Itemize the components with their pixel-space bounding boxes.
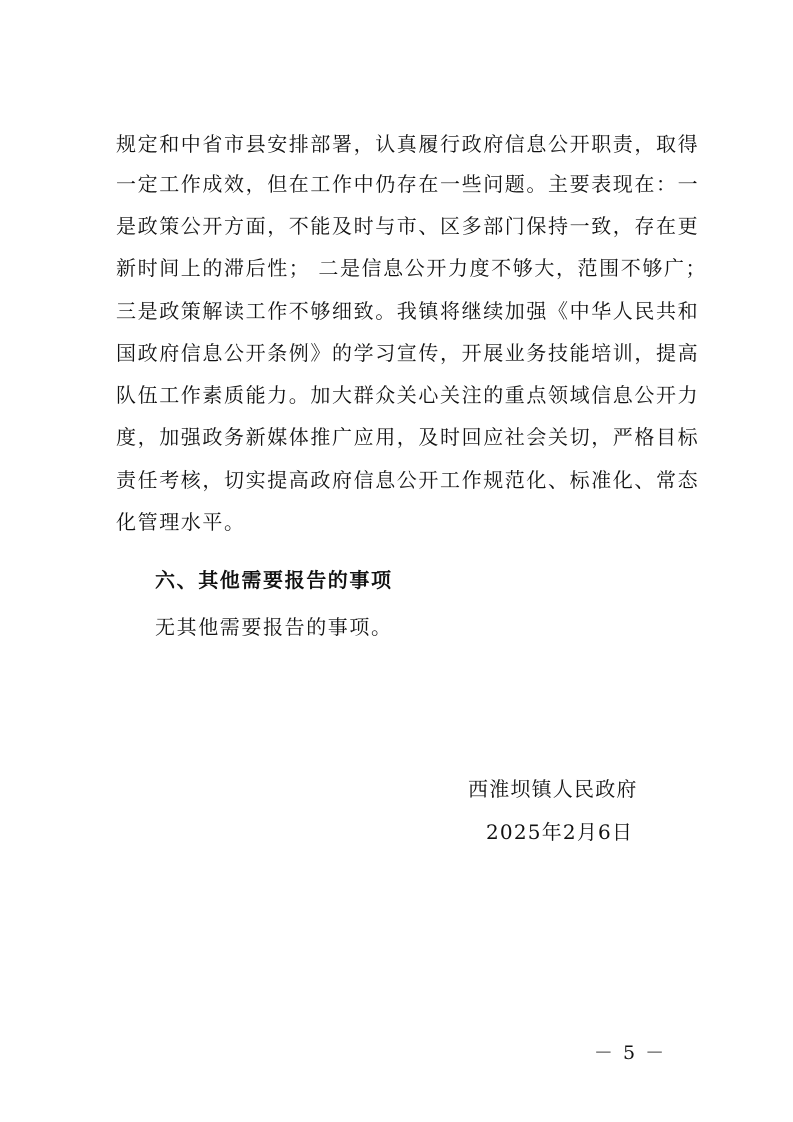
- signature-organization: 西淮坝镇人民政府: [468, 777, 638, 801]
- paragraph-line-5: 三是政策解读工作不够细致。我镇将继续加强《中华人民共和: [116, 299, 700, 323]
- paragraph-line-2: 一定工作成效，但在工作中仍存在一些问题。主要表现在：一: [116, 172, 700, 196]
- paragraph-line-8: 度，加强政务新媒体推广应用，及时回应社会关切，严格目标: [116, 425, 700, 449]
- paragraph-line-3: 是政策公开方面，不能及时与市、区多部门保持一致，存在更: [116, 214, 700, 238]
- paragraph-line-10: 化管理水平。: [116, 510, 246, 534]
- paragraph-line-9: 责任考核，切实提高政府信息公开工作规范化、标准化、常态: [116, 468, 700, 492]
- paragraph-line-7: 队伍工作素质能力。加大群众关心关注的重点领域信息公开力: [116, 383, 700, 407]
- section-body: 无其他需要报告的事项。: [155, 615, 393, 639]
- section-heading: 六、其他需要报告的事项: [155, 568, 393, 592]
- page-number: － 5 －: [593, 1042, 667, 1064]
- paragraph-line-1: 规定和中省市县安排部署，认真履行政府信息公开职责，取得: [116, 132, 700, 156]
- signature-date: 2025年2月6日: [486, 820, 634, 844]
- paragraph-line-6: 国政府信息公开条例》的学习宣传，开展业务技能培训，提高: [116, 341, 700, 365]
- paragraph-line-4: 新时间上的滞后性； 二是信息公开力度不够大，范围不够广；: [116, 256, 708, 280]
